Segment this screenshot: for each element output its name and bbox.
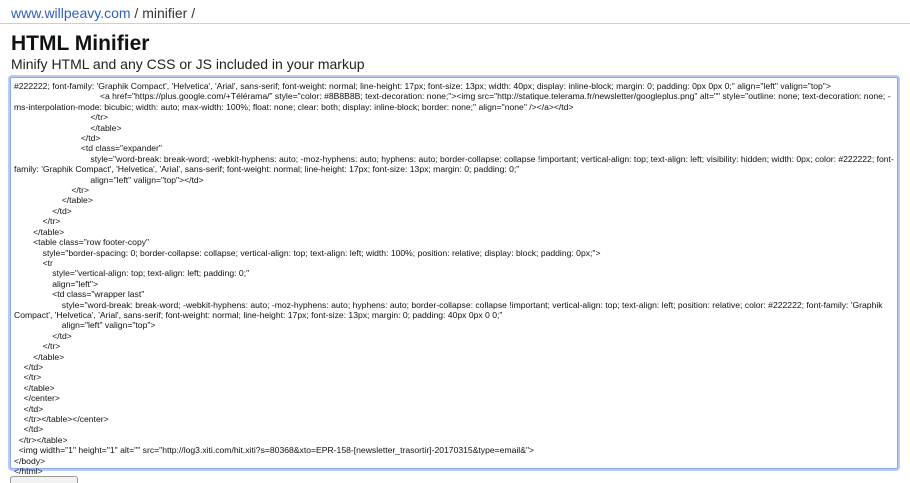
breadcrumb-separator: / <box>130 5 143 21</box>
breadcrumb-separator: / <box>187 5 196 21</box>
code-line: </td> <box>14 133 101 144</box>
code-line: </table> <box>14 195 93 206</box>
code-line: <tr <box>14 257 53 268</box>
code-line: <a href="https://plus.google.com/+Télérama/" style="color: #8B8B8B; text-decoration: none;"><img src="http://statique.telerama.fr/newsletter/googleplus.png" alt="" style="outline: none; text-decoration: none; -ms-interpolation-mode: bicubic; width: auto; max-width: 100%; float: none; clear: both; display: inline-block; border: none;" align="none" /></a></td> <box>14 91 891 112</box>
code-line: </td> <box>14 424 44 435</box>
code-line: </table> <box>14 382 55 393</box>
code-line: </tr> <box>14 341 61 352</box>
code-line: </tr> <box>14 372 42 383</box>
code-line: </table> <box>14 122 122 133</box>
code-line: </td> <box>14 403 44 414</box>
breadcrumb-current-page: minifier <box>142 5 188 21</box>
breadcrumb <box>11 4 195 22</box>
page-title: HTML Minifier <box>11 32 150 55</box>
code-line: </table> <box>14 226 65 237</box>
page-subtitle: Minify HTML and any CSS or JS included in your markup <box>11 56 365 72</box>
code-line: </td> <box>14 361 44 372</box>
code-line: </tr></table></center> <box>14 414 109 424</box>
code-line: style="word-break: break-word; -webkit-hyphens: auto; -moz-hyphens: auto; hyphens: auto; border-collapse: collapse !important; vertical-align: top; text-align: left; visibility: hidden; width: 0px; color: #222222; font-family: 'Graphik Compact', 'Helvetica', 'Arial', sans-serif; font-weight: normal; line-height: 17px; font-size: 13px; margin: 0; padding: 0;" <box>14 153 894 175</box>
code-line: </tr></table> <box>14 434 68 445</box>
code-line: #222222; font-family: 'Graphik Compact', 'Helvetica', 'Arial', sans-serif; font-weight: normal; line-height: 17px; font-size: 13px; width: 40px; display: inline-block; margin: 0; padding: 0px 0px 0;" align="left" valign="top"> <box>14 81 831 91</box>
code-line: </td> <box>14 205 72 216</box>
code-line: style="border-spacing: 0; border-collapse: collapse; vertical-align: top; text-align: left; width: 100%; position: relative; display: block; padding: 0px;"> <box>14 247 601 258</box>
code-line: </td> <box>14 330 72 341</box>
code-line: </tr> <box>14 216 61 227</box>
code-line: </html> <box>14 466 43 477</box>
html-input-textarea[interactable] <box>10 77 898 477</box>
code-line: align="left"> <box>14 278 98 289</box>
code-line: align="left" valign="top"></td> <box>14 174 204 185</box>
code-line: </body> <box>14 455 46 466</box>
code-content[interactable] <box>14 81 894 476</box>
code-line: </tr> <box>14 112 109 123</box>
code-line: align="left" valign="top"> <box>14 320 156 331</box>
code-line: </tr> <box>14 185 89 196</box>
header-divider <box>0 23 910 24</box>
code-line: <img width="1" height="1" alt="" src="http://log3.xiti.com/hit.xiti?s=80368&xto=EPR-158-[newsletter_trasortir]-20170315&type=email&"> <box>14 445 535 456</box>
code-line: <td class="expander" <box>14 143 162 154</box>
code-line: </table> <box>14 351 65 362</box>
code-line: <table class="row footer-copy" <box>14 237 150 248</box>
code-line: <td class="wrapper last" <box>14 289 145 300</box>
code-line: style="word-break: break-word; -webkit-hyphens: auto; -moz-hyphens: auto; hyphens: auto; border-collapse: collapse !important; vertical-align: top; text-align: left; position: relative; color: #222222; font-family: 'Graphik Compact', 'Helvetica', 'Arial', sans-serif; font-weight: normal; line-height: 17px; font-size: 13px; margin: 0; padding: 40px 0px 0 0;" <box>14 299 885 320</box>
minify-button[interactable] <box>10 476 78 483</box>
site-home-link[interactable]: www.willpeavy.com <box>11 5 131 21</box>
code-line: style="vertical-align: top; text-align: left; padding: 0;" <box>14 268 250 279</box>
code-line: </center> <box>14 393 60 404</box>
